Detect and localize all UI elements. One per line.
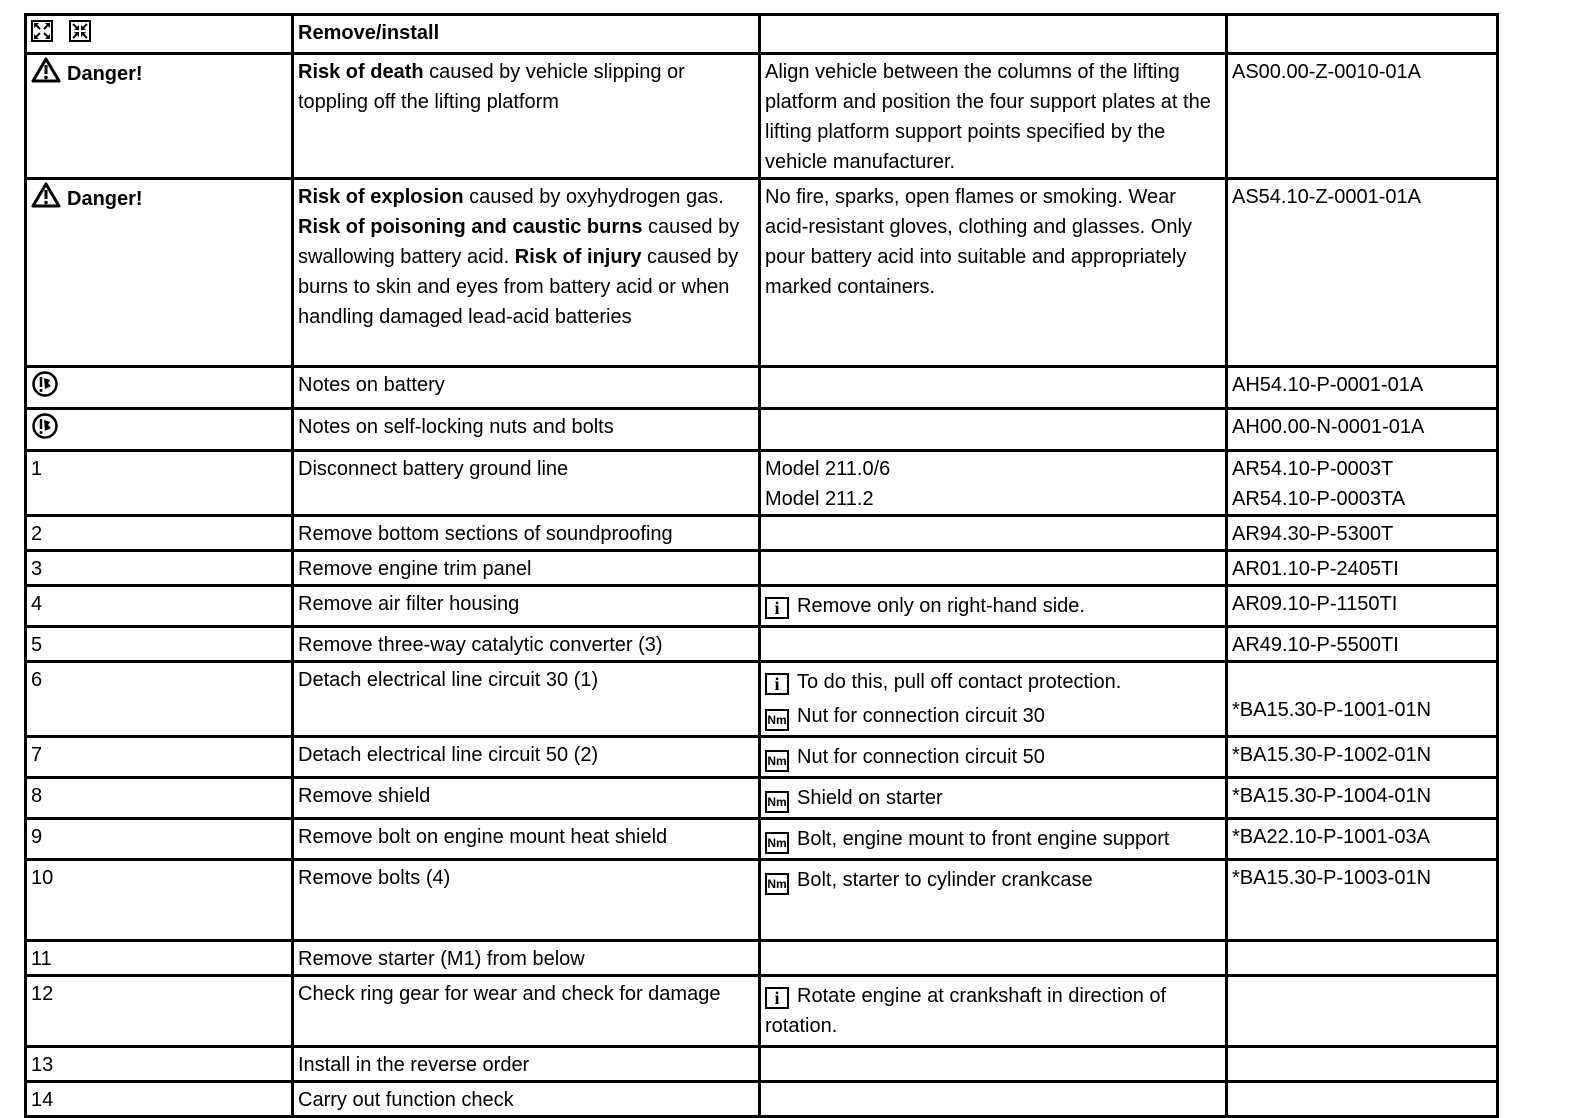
note-text: Nut for connection circuit 50	[797, 746, 1045, 768]
step-cell	[26, 662, 293, 737]
note-item	[765, 981, 1221, 1041]
step-description	[293, 860, 760, 941]
notes-cell	[760, 662, 1227, 737]
step-cell	[26, 941, 293, 976]
torque-nm-icon: Nm	[765, 750, 789, 772]
torque-nm-icon: Nm	[765, 791, 789, 813]
table-row	[26, 551, 1498, 586]
table-row	[26, 737, 1498, 778]
reference-cell	[1227, 941, 1498, 976]
step-description	[293, 367, 760, 409]
step-number: 11	[31, 948, 52, 970]
description-text: Remove starter (M1) from below	[298, 948, 585, 970]
reference-cell	[1227, 662, 1498, 737]
info-icon: i	[765, 987, 789, 1009]
step-cell	[26, 179, 293, 367]
description-text: Remove engine trim panel	[298, 558, 532, 580]
reference-cell	[1227, 627, 1498, 662]
description-text: Install in the reverse order	[298, 1054, 530, 1076]
step-cell	[26, 367, 293, 409]
note-text: Remove only on right-hand side.	[797, 595, 1085, 617]
torque-nm-icon: Nm	[765, 873, 789, 895]
note-item	[765, 57, 1221, 177]
step-number: 8	[31, 785, 43, 807]
table-row	[26, 586, 1498, 627]
notice-icon	[31, 412, 59, 449]
step-cell	[26, 551, 293, 586]
notes-cell	[760, 179, 1227, 367]
step-number: 10	[31, 867, 54, 889]
step-cell	[26, 627, 293, 662]
reference-link[interactable]: AR09.10-P-1150TI	[1232, 593, 1398, 615]
note-item	[765, 667, 1221, 697]
note-item	[765, 701, 1221, 731]
reference-cell	[1227, 819, 1498, 860]
reference-cell	[1227, 737, 1498, 778]
step-cell	[26, 54, 293, 179]
note-text: Rotate engine at crankshaft in direction of rotation.	[765, 985, 1167, 1037]
note-item	[765, 484, 1221, 514]
step-description	[293, 179, 760, 367]
table-row	[26, 627, 1498, 662]
reference-cell	[1227, 451, 1498, 516]
notes-cell	[760, 737, 1227, 778]
step-cell	[26, 1082, 293, 1117]
step-cell	[26, 976, 293, 1047]
step-number: 12	[31, 983, 54, 1005]
reference-link[interactable]: *BA22.10-P-1001-03A	[1232, 826, 1430, 848]
reference-link[interactable]: AS54.10-Z-0001-01A	[1232, 186, 1422, 208]
table-row	[26, 941, 1498, 976]
table-row	[26, 1082, 1498, 1117]
step-description	[293, 586, 760, 627]
header-empty	[760, 15, 1227, 54]
step-cell	[26, 778, 293, 819]
reference-link[interactable]: *BA15.30-P-1001-01N	[1232, 699, 1432, 721]
table-row	[26, 179, 1498, 367]
step-description	[293, 976, 760, 1047]
table-row	[26, 778, 1498, 819]
table-row	[26, 54, 1498, 179]
reference-cell	[1227, 551, 1498, 586]
table-row	[26, 662, 1498, 737]
collapse-icon[interactable]	[69, 20, 91, 42]
risk-heading: Risk of injury	[514, 246, 642, 268]
reference-link[interactable]: AR01.10-P-2405TI	[1232, 558, 1399, 580]
step-number: 4	[31, 593, 43, 615]
step-description	[293, 1047, 760, 1082]
procedure-table	[24, 13, 1499, 1118]
reference-link[interactable]: AH54.10-P-0001-01A	[1232, 374, 1424, 396]
table-row	[26, 367, 1498, 409]
table-row	[26, 451, 1498, 516]
note-item	[765, 742, 1221, 772]
step-cell	[26, 819, 293, 860]
description-text: Carry out function check	[298, 1089, 514, 1111]
step-description	[293, 409, 760, 451]
header-icons-cell	[26, 15, 293, 54]
notes-cell	[760, 627, 1227, 662]
step-description	[293, 551, 760, 586]
table-row	[26, 819, 1498, 860]
notes-cell	[760, 367, 1227, 409]
step-number: 3	[31, 558, 43, 580]
note-text: Align vehicle between the columns of the lifting platform and position the four support plates at the lifting platform support points specified by the vehicle manufacturer.	[765, 61, 1211, 173]
reference-cell	[1227, 586, 1498, 627]
step-number: 7	[31, 744, 43, 766]
reference-link[interactable]: AR54.10-P-0003T	[1232, 458, 1394, 480]
description-text: Disconnect battery ground line	[298, 458, 569, 480]
reference-cell	[1227, 367, 1498, 409]
step-number: 14	[31, 1089, 54, 1111]
table-row	[26, 976, 1498, 1047]
step-cell	[26, 451, 293, 516]
description-text: Remove shield	[298, 785, 431, 807]
reference-link[interactable]: *BA15.30-P-1003-01N	[1232, 867, 1432, 889]
notes-cell	[760, 1047, 1227, 1082]
table-row	[26, 409, 1498, 451]
note-item	[765, 182, 1221, 302]
notes-cell	[760, 941, 1227, 976]
reference-cell	[1227, 860, 1498, 941]
step-description	[293, 451, 760, 516]
step-description	[293, 778, 760, 819]
step-description	[293, 819, 760, 860]
info-icon: i	[765, 673, 789, 695]
reference-cell	[1227, 1047, 1498, 1082]
step-description	[293, 1082, 760, 1117]
reference-cell	[1227, 778, 1498, 819]
reference-link[interactable]: AR54.10-P-0003TA	[1232, 488, 1406, 510]
reference-cell	[1227, 976, 1498, 1047]
risk-heading: Risk of poisoning and caustic burns	[298, 216, 643, 238]
reference-link[interactable]: *BA15.30-P-1004-01N	[1232, 785, 1432, 807]
note-text: Model 211.0/6	[765, 458, 891, 480]
step-description	[293, 941, 760, 976]
note-item	[765, 783, 1221, 813]
step-number: 13	[31, 1054, 54, 1076]
notes-cell	[760, 54, 1227, 179]
note-text: Bolt, engine mount to front engine support	[797, 828, 1170, 850]
note-text: To do this, pull off contact protection.	[797, 671, 1122, 693]
reference-cell	[1227, 516, 1498, 551]
torque-nm-icon: Nm	[765, 832, 789, 854]
step-cell	[26, 586, 293, 627]
reference-link[interactable]: AR94.30-P-5300T	[1232, 523, 1394, 545]
reference-link[interactable]: *BA15.30-P-1002-01N	[1232, 744, 1432, 766]
notes-cell	[760, 1082, 1227, 1117]
notes-cell	[760, 586, 1227, 627]
description-text: Notes on battery	[298, 374, 445, 396]
notes-cell	[760, 976, 1227, 1047]
step-cell	[26, 737, 293, 778]
notes-cell	[760, 778, 1227, 819]
note-text: No fire, sparks, open flames or smoking. Wear acid-resistant gloves, clothing and glasses. Only pour battery acid into suitable and appropriately marked containers.	[765, 186, 1192, 298]
description-text: Remove bolt on engine mount heat shield	[298, 826, 668, 848]
description-text: caused by oxyhydrogen gas.	[463, 186, 724, 208]
notes-cell	[760, 860, 1227, 941]
step-description	[293, 516, 760, 551]
step-number: 6	[31, 669, 43, 691]
note-text: Nut for connection circuit 30	[797, 705, 1045, 727]
description-text: caused by burns to skin and eyes from battery acid or when handling damaged lead-acid batteries	[298, 246, 739, 328]
header-empty	[1227, 15, 1498, 54]
description-text: caused by swallowing battery acid.	[298, 216, 740, 268]
step-cell	[26, 516, 293, 551]
header-title	[293, 15, 760, 54]
step-cell	[26, 860, 293, 941]
note-item	[765, 865, 1221, 895]
risk-heading: Risk of death	[298, 61, 424, 83]
reference-cell	[1227, 179, 1498, 367]
step-description	[293, 662, 760, 737]
note-text: Shield on starter	[797, 787, 943, 809]
step-number: 5	[31, 634, 43, 656]
description-text: Check ring gear for wear and check for damage	[298, 983, 721, 1005]
note-text: Model 211.2	[765, 488, 874, 510]
step-number: 2	[31, 523, 43, 545]
step-description	[293, 54, 760, 179]
torque-nm-icon: Nm	[765, 709, 789, 731]
note-item	[765, 454, 1221, 484]
description-text: Remove three-way catalytic converter (3)	[298, 634, 663, 656]
notes-cell	[760, 516, 1227, 551]
note-item	[765, 591, 1221, 621]
reference-link[interactable]: AS00.00-Z-0010-01A	[1232, 61, 1422, 83]
expand-icon[interactable]	[31, 20, 53, 42]
table-row	[26, 516, 1498, 551]
reference-link	[1232, 665, 1492, 695]
reference-link[interactable]: AR49.10-P-5500TI	[1232, 634, 1399, 656]
step-number: 9	[31, 826, 43, 848]
step-cell	[26, 409, 293, 451]
notes-cell	[760, 409, 1227, 451]
step-description	[293, 627, 760, 662]
table-row	[26, 1047, 1498, 1082]
note-text: Bolt, starter to cylinder crankcase	[797, 869, 1093, 891]
warning-triangle-icon	[31, 57, 61, 92]
info-icon: i	[765, 597, 789, 619]
header-title-text: Remove/install	[298, 22, 440, 44]
description-text: Remove bolts (4)	[298, 867, 451, 889]
danger-label: Danger!	[67, 188, 143, 210]
description-text: Remove air filter housing	[298, 593, 520, 615]
notes-cell	[760, 819, 1227, 860]
description-text: caused by vehicle slipping or toppling off the lifting platform	[298, 61, 685, 113]
step-number: 1	[31, 458, 43, 480]
risk-heading: Risk of explosion	[298, 186, 464, 208]
description-text: Detach electrical line circuit 30 (1)	[298, 669, 599, 691]
danger-label: Danger!	[67, 63, 143, 85]
step-description	[293, 737, 760, 778]
table-row	[26, 860, 1498, 941]
reference-cell	[1227, 409, 1498, 451]
reference-cell	[1227, 54, 1498, 179]
header-row	[26, 15, 1498, 54]
note-item	[765, 824, 1221, 854]
reference-link[interactable]: AH00.00-N-0001-01A	[1232, 416, 1425, 438]
notes-cell	[760, 451, 1227, 516]
warning-triangle-icon	[31, 182, 61, 217]
step-cell	[26, 1047, 293, 1082]
reference-cell	[1227, 1082, 1498, 1117]
description-text: Detach electrical line circuit 50 (2)	[298, 744, 599, 766]
description-text: Remove bottom sections of soundproofing	[298, 523, 673, 545]
notes-cell	[760, 551, 1227, 586]
notice-icon	[31, 370, 59, 407]
description-text: Notes on self-locking nuts and bolts	[298, 416, 614, 438]
